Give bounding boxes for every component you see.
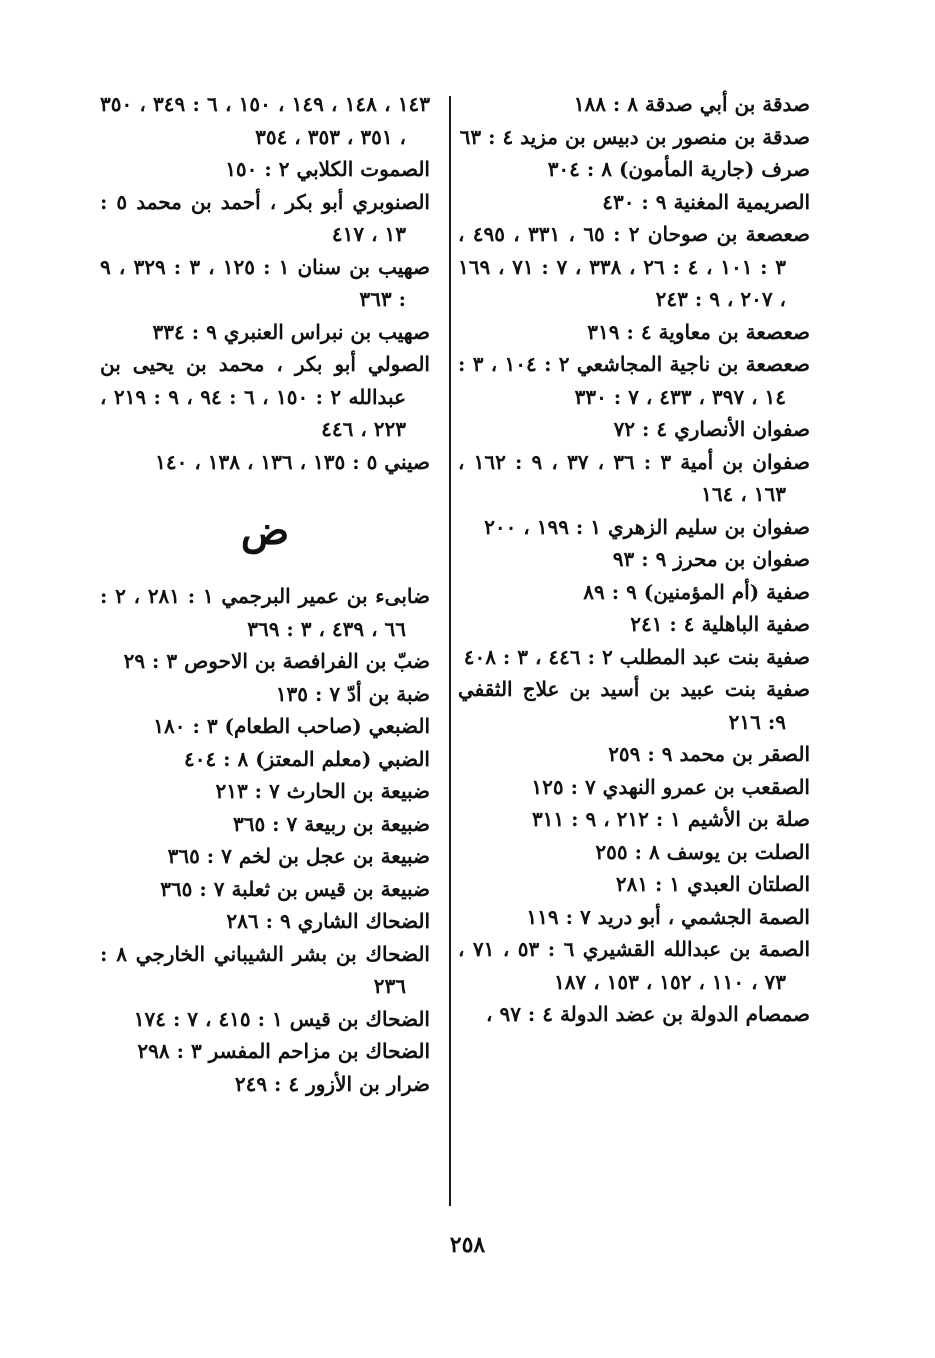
index-entry: ضبة بن أدّ ٧ : ١٣٥: [275, 681, 430, 706]
index-entry: صفوان بن سليم الزهري ١ : ١٩٩ ، ٢٠٠: [484, 514, 810, 539]
left-column: [100, 88, 430, 1100]
index-entry: الضحاك بن قيس ١ : ٤١٥ ، ٧ : ١٧٤: [133, 1006, 430, 1031]
index-entry: صلة بن الأشيم ١ : ٢١٢ ، ٩ : ٣١١: [531, 807, 810, 831]
index-entry: الصلتان العبدي ١ : ٢٨١: [615, 872, 810, 896]
index-entry: صفوان بن محرز ٩ : ٩٣: [612, 547, 810, 571]
column-divider: [449, 96, 451, 1206]
index-entry: صعصعة بن صوحان ٢ : ٦٥ ، ٣٣١ ، ٤٩٥ ، ٣ : ١٠١ ، ٤ : ٢٦ ، ٣٣٨ ، ٧ : ٧١ ، ١٦٩ ، ٢٠٧ ، ٩ : ٢٤٣: [458, 222, 810, 311]
index-entry: الضحاك بن مزاحم المفسر ٣ : ٢٩٨: [137, 1039, 430, 1063]
index-entry: الضحاك الشاري ٩ : ٢٨٦: [226, 909, 430, 933]
index-entry: ١٤٣ ، ١٤٨ ، ١٤٩ ، ١٥٠ ، ٦ : ٣٤٩ ، ٣٥٠ ، ٣٥١ ، ٣٥٣ ، ٣٥٤: [100, 92, 430, 149]
index-entry: صفية الباهلية ٤ : ٢٤١: [630, 612, 810, 636]
index-entry: صدقة بن منصور بن دبيس بن مزيد ٤ : ٦٣: [459, 124, 810, 149]
index-entry: ضبيعة بن عجل بن لخم ٧ : ٣٦٥: [167, 844, 430, 868]
index-entry: ضبيعة بن الحارث ٧ : ٢١٣: [215, 779, 430, 803]
index-entry: ضابىء بن عمير البرجمي ١ : ٢٨١ ، ٢ : ٦٦ ، ٤٣٩ ، ٣ : ٣٦٩: [100, 584, 430, 641]
index-entry: الصولي أبو بكر ، محمد بن يحيى بن عبدالله ٢ : ١٥٠ ، ٦ : ٩٤ ، ٩ : ٢١٩ ، ٢٢٣ ، ٤٤٦: [100, 352, 430, 441]
index-entry: الصنوبري أبو بكر ، أحمد بن محمد ٥ : ١٣ ، ٤١٧: [100, 189, 430, 246]
index-entry: صرف (جارية المأمون) ٨ : ٣٠٤: [547, 157, 810, 181]
index-entry: صفوان الأنصاري ٤ : ٧٢: [613, 417, 810, 441]
page-number: ٢٥٨: [449, 1232, 486, 1258]
index-entry: الصمة الجشمي ، أبو دريد ٧ : ١١٩: [526, 904, 810, 929]
index-entry: صفية بنت عبد المطلب ٢ : ٤٤٦ ، ٣ : ٤٠٨: [463, 644, 810, 669]
index-entry: صفوان بن أمية ٣ : ٣٦ ، ٣٧ ، ٩ : ١٦٢ ، ١٦٣ ، ١٦٤: [458, 449, 810, 506]
section-letter-heading: ض: [240, 507, 290, 554]
index-entry: صهيب بن سنان ١ : ١٢٥ ، ٣ : ٣٢٩ ، ٩ : ٣٦٣: [100, 254, 430, 311]
index-entry: ضرار بن الأزور ٤ : ٢٤٩: [234, 1071, 430, 1096]
index-entry: صفية (أم المؤمنين) ٩ : ٨٩: [583, 579, 810, 604]
index-entry: الضحاك بن بشر الشيباني الخارجي ٨ : ٢٣٦: [100, 941, 430, 998]
index-entry: الضبي (معلم المعتز) ٨ : ٤٠٤: [183, 746, 430, 771]
index-entry: صعصعة بن ناجية المجاشعي ٢ : ١٠٤ ، ٣ : ١٤ ، ٣٩٧ ، ٤٣٣ ، ٧ : ٣٣٠: [458, 352, 811, 409]
index-entry: ضبيعة بن ربيعة ٧ : ٣٦٥: [232, 811, 430, 836]
index-entry: صمصام الدولة بن عضد الدولة ٤ : ٩٧ ،: [486, 1002, 810, 1026]
index-entry: صعصعة بن معاوية ٤ : ٣١٩: [587, 319, 810, 344]
index-entry: الصلت بن يوسف ٨ : ٢٥٥: [595, 839, 810, 864]
index-entry: صفية بنت عبيد بن أسيد بن علاج الثقفي ٩: ٢١٦: [458, 677, 810, 734]
index-entry: الضبعي (صاحب الطعام) ٣ : ١٨٠: [153, 714, 430, 738]
index-entry: ضبّ بن الفرافصة بن الاحوص ٣ : ٢٩: [123, 649, 430, 673]
index-entry: ضبيعة بن قيس بن ثعلبة ٧ : ٣٦٥: [160, 876, 430, 901]
index-entry: الصمة بن عبدالله القشيري ٦ : ٥٣ ، ٧١ ، ٧٣ ، ١١٠ ، ١٥٢ ، ١٥٣ ، ١٨٧: [458, 937, 811, 994]
index-entry: صيني ٥ : ١٣٥ ، ١٣٦ ، ١٣٨ ، ١٤٠: [155, 449, 430, 474]
index-entry: الصريمية المغنية ٩ : ٤٣٠: [602, 189, 810, 214]
index-entry: صدقة بن أبي صدقة ٨ : ١٨٨: [573, 92, 810, 116]
index-entry: الصقر بن محمد ٩ : ٢٥٩: [608, 742, 810, 766]
index-entry: الصقعب بن عمرو النهدي ٧ : ١٢٥: [531, 774, 810, 799]
right-column: [458, 88, 810, 1031]
index-entry: صهيب بن نبراس العنبري ٩ : ٣٣٤: [152, 319, 430, 344]
index-entry: الصموت الكلابي ٢ : ١٥٠: [225, 157, 430, 181]
